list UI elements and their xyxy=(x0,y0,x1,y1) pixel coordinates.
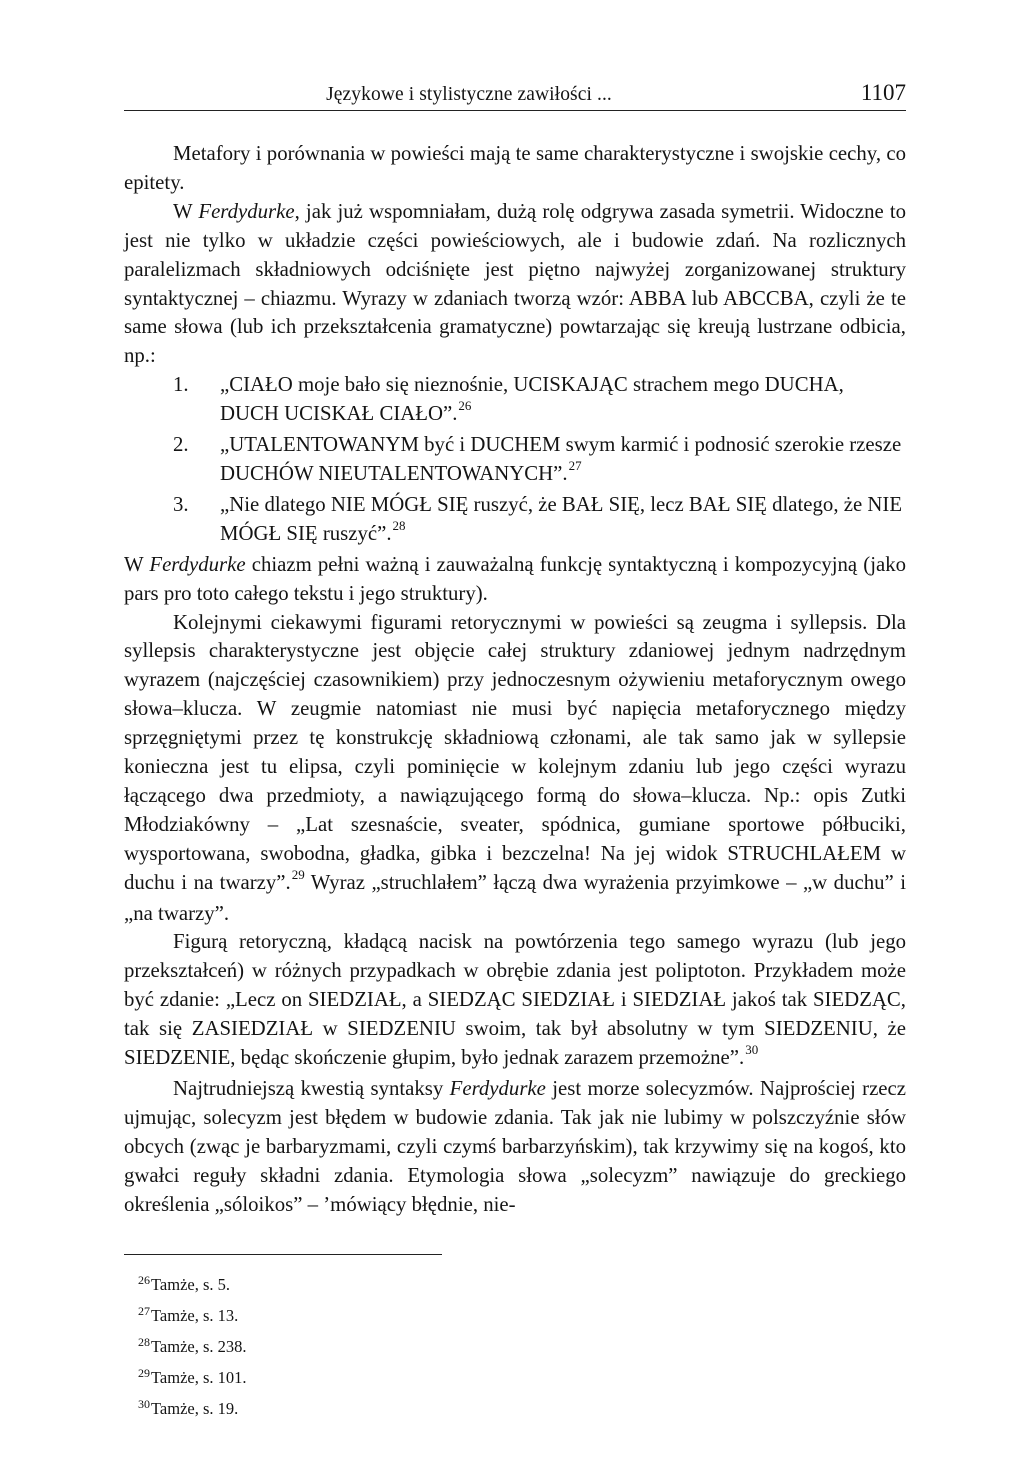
quote-number: 1. xyxy=(173,373,189,397)
quote-text-wrap xyxy=(220,491,906,551)
book-title: Ferdydurke xyxy=(149,552,246,576)
footnote-text: Tamże, s. 101. xyxy=(151,1368,247,1387)
quote-item-2 xyxy=(124,431,906,491)
book-title: Ferdydurke xyxy=(449,1077,546,1100)
footnote-29 xyxy=(138,1363,538,1394)
paragraph-2 xyxy=(124,198,906,371)
quote-text: „Nie dlatego NIE MÓGŁ SIĘ ruszyć, że BAŁ SIĘ, lecz BAŁ SIĘ dlatego, że NIE MÓGŁ SIĘ ruszyć”. xyxy=(220,492,903,545)
quote-number: 2. xyxy=(173,433,189,457)
footnote-number: 30 xyxy=(138,1397,150,1411)
footnote-number: 29 xyxy=(138,1366,150,1380)
page-number: 1107 xyxy=(860,80,906,105)
paragraph-4 xyxy=(124,609,906,929)
quote-item-1 xyxy=(124,371,906,431)
footnote-text: Tamże, s. 238. xyxy=(151,1337,247,1356)
footnote-ref[interactable]: 29 xyxy=(291,866,305,882)
main-text xyxy=(124,140,906,1220)
footnote-text: Tamże, s. 13. xyxy=(151,1306,239,1325)
paragraph-text: W xyxy=(173,199,199,223)
quote-text: „UTALENTOWANYM być i DUCHEM swym karmić i podnosić szerokie rzesze DUCHÓW NIEUTALENTOWANYCH”. xyxy=(220,433,902,485)
paragraph-text: chiazm pełni ważną i zauważalną funkcję syntaktyczną i kompozycyjną (jako pars pro toto całego tekstu i jego struktury). xyxy=(124,552,906,605)
paragraph-text: Metafory i porównania w powieści mają te same charakterystyczne i swojskie cechy, co epitety. xyxy=(124,142,906,194)
paragraph-3 xyxy=(124,551,906,609)
footnote-text: Tamże, s. 5. xyxy=(151,1275,231,1294)
footnote-26 xyxy=(138,1270,538,1301)
book-title: Ferdydurke xyxy=(198,199,295,223)
paragraph-6 xyxy=(124,1075,906,1220)
quote-item-3 xyxy=(124,491,906,551)
footnotes xyxy=(138,1270,538,1425)
paragraph-text: Kolejnymi ciekawymi figurami retorycznymi w powieści są zeugma i syllepsis. Dla syllepsis charakterystyczne jest objęcie całej struktury zdaniowej jednym nadrzędnym wyrazem (najczęściej czasownikiem) przy jednoczesnym ożywieniu metaforycznym owego słowa–klucza. W zeugmie natomiast nie musi być napięcia metaforycznego między sprzęgniętymi przez tę konstrukcję składniową członami, ale tak samo jak w syllepsie konieczna jest tu elipsa, czyli pominięcie w kolejnym zdaniu lub jego części wyrazu łączącego dwa przedmioty, a nawiązującego formą do słowa–klucza. Np.: opis Zutki Młodziakówny – „Lat szesnaście, sveater, spódnica, gumiane sportowe półbuciki, wysportowana, swobodna, gładka, gibka i bezczelna! Na jej widok STRUCHLAŁEM w duchu i na twarzy”. xyxy=(124,610,906,894)
paragraph-1 xyxy=(124,140,906,198)
quote-text-wrap xyxy=(220,431,906,491)
footnote-27 xyxy=(138,1301,538,1332)
footnote-text: Tamże, s. 19. xyxy=(151,1399,239,1418)
paragraph-text: , jak już wspomniałam, dużą rolę odgrywa zasada symetrii. Widoczne to jest nie tylko w układzie części powieściowych, ale i budowie zdań. Na rozlicznych paralelizmach składniowych odciśnięte jest piętno najwyżej zorganizowanej struktury syntaktycznej – chiazmu. Wyrazy w zdaniach tworzą wzór: ABBA lub ABCCBA, czyli że te same słowa (lub ich przekształcenia gramatyczne) powtarzając się kreują lustrzane odbicia, np.: xyxy=(124,199,907,368)
footnote-number: 28 xyxy=(138,1335,150,1349)
quote-text-wrap xyxy=(220,371,906,431)
footnote-28 xyxy=(138,1332,538,1363)
footnote-ref[interactable]: 28 xyxy=(392,517,406,533)
paragraph-text: Najtrudniejszą kwestią syntaksy xyxy=(173,1077,450,1100)
paragraph-text: Figurą retoryczną, kładącą nacisk na powtórzenia tego samego wyrazu (lub jego przekształceń) w różnych przypadkach w obrębie zdania jest poliptoton. Przykładem może być zdanie: „Lecz on SIEDZIAŁ, a SIEDZĄC SIEDZIAŁ i SIEDZIAŁ jakoś tak SIEDZĄC, tak się ZASIEDZIAŁ w SIEDZENIU swoim, tak był absolutny w tym SIEDZENIU, że SIEDZENIE, będąc skończenie głupim, było jednak zarazem przemożne”. xyxy=(124,930,906,1070)
paragraph-text: Wyraz „struchlałem” łączą dwa wyrażenia przyimkowe – „w duchu” i „na twarzy”. xyxy=(124,870,906,925)
footnote-ref[interactable]: 30 xyxy=(745,1042,759,1058)
paragraph-text: jest morze solecyzmów. Najprościej rzecz ujmując, solecyzm jest błędem w budowie zdania. Tak jak nie lubimy w polszczyźnie słów obcych (zwąc je barbaryzmami, czyli czymś barbarzyńskim), tak krzywimy się na kogoś, kto gwałci reguły składni zdania. Etymologia słowa „solecyzm” nawiązuje do greckiego określenia „sóloikos” – ’mówiący błędnie, nie- xyxy=(124,1077,906,1216)
footnote-ref[interactable]: 27 xyxy=(568,457,582,473)
footnote-ref[interactable]: 26 xyxy=(458,398,472,414)
footnote-30 xyxy=(138,1394,538,1425)
footnote-number: 26 xyxy=(138,1273,150,1287)
paragraph-5 xyxy=(124,928,906,1075)
quote-text: „CIAŁO moje bało się nieznośnie, UCISKAJĄC strachem mego DUCHA, DUCH UCISKAŁ CIAŁO”. xyxy=(220,373,844,426)
running-header xyxy=(124,78,906,111)
footnote-divider xyxy=(124,1254,442,1255)
quote-number: 3. xyxy=(173,492,189,516)
footnote-number: 27 xyxy=(138,1304,150,1318)
paragraph-text: W xyxy=(124,552,150,576)
running-title: Językowe i stylistyczne zawiłości ... xyxy=(326,84,612,105)
